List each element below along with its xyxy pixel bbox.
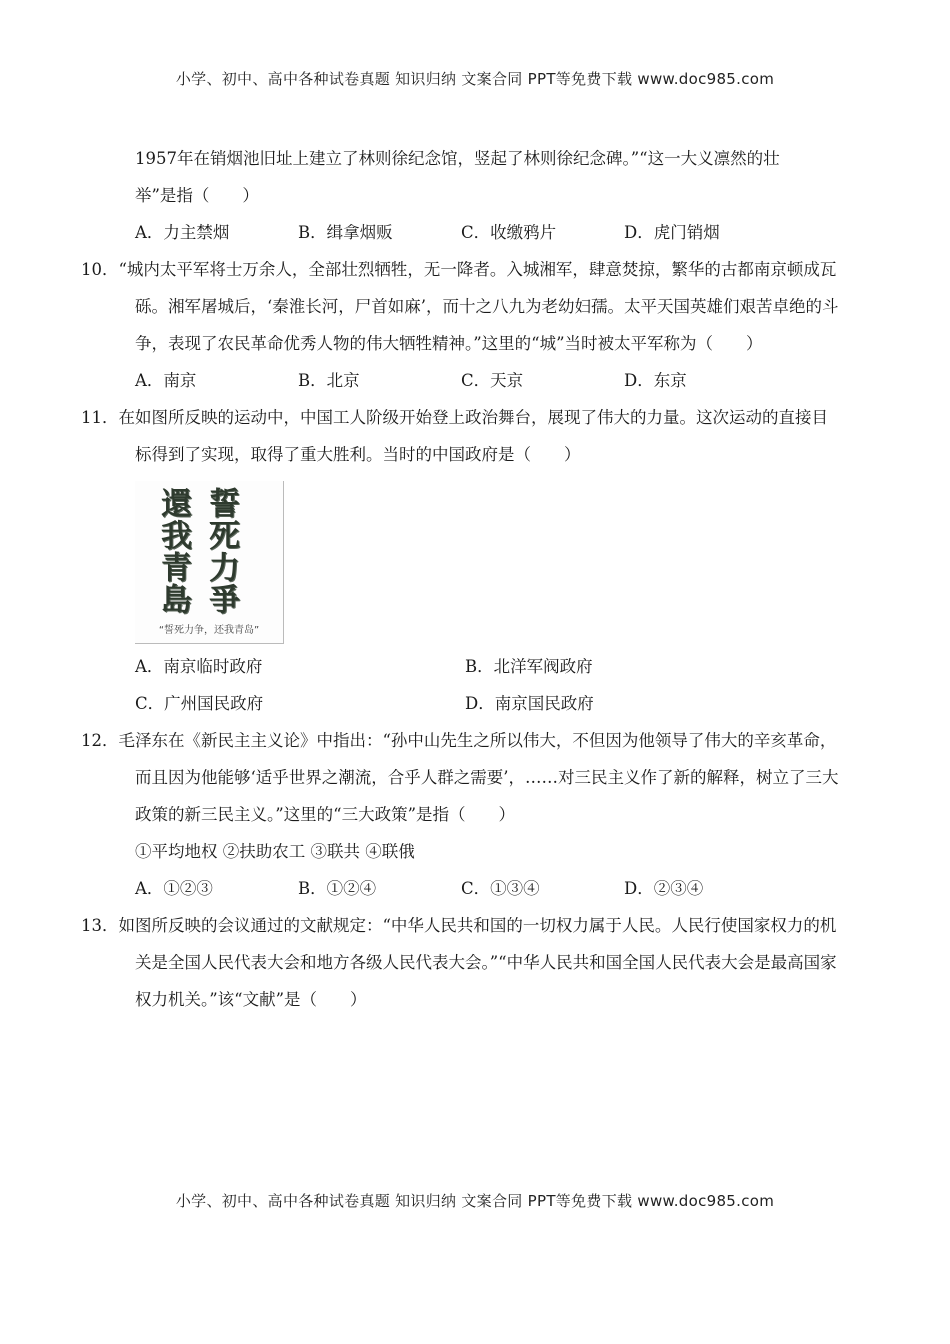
q11-option-a: A．南京临时政府 [135, 657, 263, 676]
question-11 [81, 399, 843, 722]
question-9 [108, 140, 843, 251]
q12-option-a: A．①②③ [135, 879, 213, 898]
q10-option-a: A．南京 [135, 371, 197, 390]
q10-number: 10． [81, 260, 119, 279]
q9-option-d: D．虎门销烟 [624, 223, 720, 242]
exam-content [81, 140, 843, 1018]
q11-options-row-2 [108, 685, 843, 722]
q9-option-a: A．力主禁烟 [135, 223, 230, 242]
question-13 [81, 907, 843, 1018]
q11-option-b: B．北洋军阀政府 [465, 657, 593, 676]
q13-stem-block [81, 907, 843, 1018]
q10-option-c: C．天京 [461, 371, 524, 390]
q12-number: 12． [81, 731, 119, 750]
q12-options [108, 870, 843, 907]
q10-option-d: D．东京 [624, 371, 687, 390]
page-header: 小学、初中、高中各种试卷真题 知识归纳 文案合同 PPT等免费下载 www.doc985.com [175, 70, 775, 88]
q12-stem: 毛泽东在《新民主主义论》中指出：“孙中山先生之所以伟大，不但因为他领导了伟大的辛亥革命，而且因为他能够‘适乎世界之潮流，合乎人群之需要’，……对三民主义作了新的解释，树立了三大政策的新三民主义。”这里的“三大政策”是指（ ） [118, 731, 839, 824]
q11-number: 11． [81, 408, 119, 427]
calligraphy-column-left: 還我青島 [155, 487, 191, 615]
q9-line-2: 举”是指（ ） [135, 186, 259, 205]
q13-number: 13． [81, 916, 119, 935]
question-10 [81, 251, 843, 399]
q11-figure-calligraphy [135, 481, 284, 644]
q11-option-c: C．广州国民政府 [135, 694, 264, 713]
question-12 [81, 722, 843, 907]
page-footer: 小学、初中、高中各种试卷真题 知识归纳 文案合同 PPT等免费下载 www.doc985.com [175, 1192, 775, 1210]
q10-option-b: B．北京 [298, 371, 360, 390]
q9-line-1: 1957年在销烟池旧址上建立了林则徐纪念馆，竖起了林则徐纪念碑。”“这一大义凛然的壮 [135, 149, 780, 168]
q13-stem: 如图所反映的会议通过的文献规定：“中华人民共和国的一切权力属于人民。人民行使国家权力的机关是全国人民代表大会和地方各级人民代表大会。”“中华人民共和国全国人民代表大会是最高国家权力机关。”该“文献”是（ ） [118, 916, 837, 1009]
q9-option-c: C．收缴鸦片 [461, 223, 557, 242]
q10-stem-block [81, 251, 843, 362]
q11-option-d: D．南京国民政府 [465, 694, 594, 713]
q12-option-d: D．②③④ [624, 879, 704, 898]
q9-options [108, 214, 843, 251]
q11-options-row-1 [108, 648, 843, 685]
figure-caption: “誓死力争，还我青岛” [158, 625, 260, 636]
q9-option-b: B．缉拿烟贩 [298, 223, 393, 242]
q11-stem-block [81, 399, 843, 473]
q10-stem: “城内太平军将士万余人，全部壮烈牺牲，无一降者。入城湘军，肆意焚掠，繁华的古都南京顿成瓦砾。湘军屠城后，‘秦淮长河，尸首如麻’，而十之八九为老幼妇孺。太平天国英雄们艰苦卓绝的斗争，表现了农民革命优秀人物的伟大牺牲精神。”这里的“城”当时被太平军称为（ ） [118, 260, 839, 353]
calligraphy-columns [153, 487, 241, 615]
calligraphy-column-right: 誓死力爭 [203, 487, 239, 615]
q12-stem-block [81, 722, 843, 833]
q12-items: ①平均地权 ②扶助农工 ③联共 ④联俄 [135, 842, 415, 861]
q12-option-c: C．①③④ [461, 879, 540, 898]
q11-stem: 在如图所反映的运动中，中国工人阶级开始登上政治舞台，展现了伟大的力量。这次运动的直接目标得到了实现，取得了重大胜利。当时的中国政府是（ ） [118, 408, 828, 464]
q10-options [108, 362, 843, 399]
q12-option-b: B．①②④ [298, 879, 377, 898]
